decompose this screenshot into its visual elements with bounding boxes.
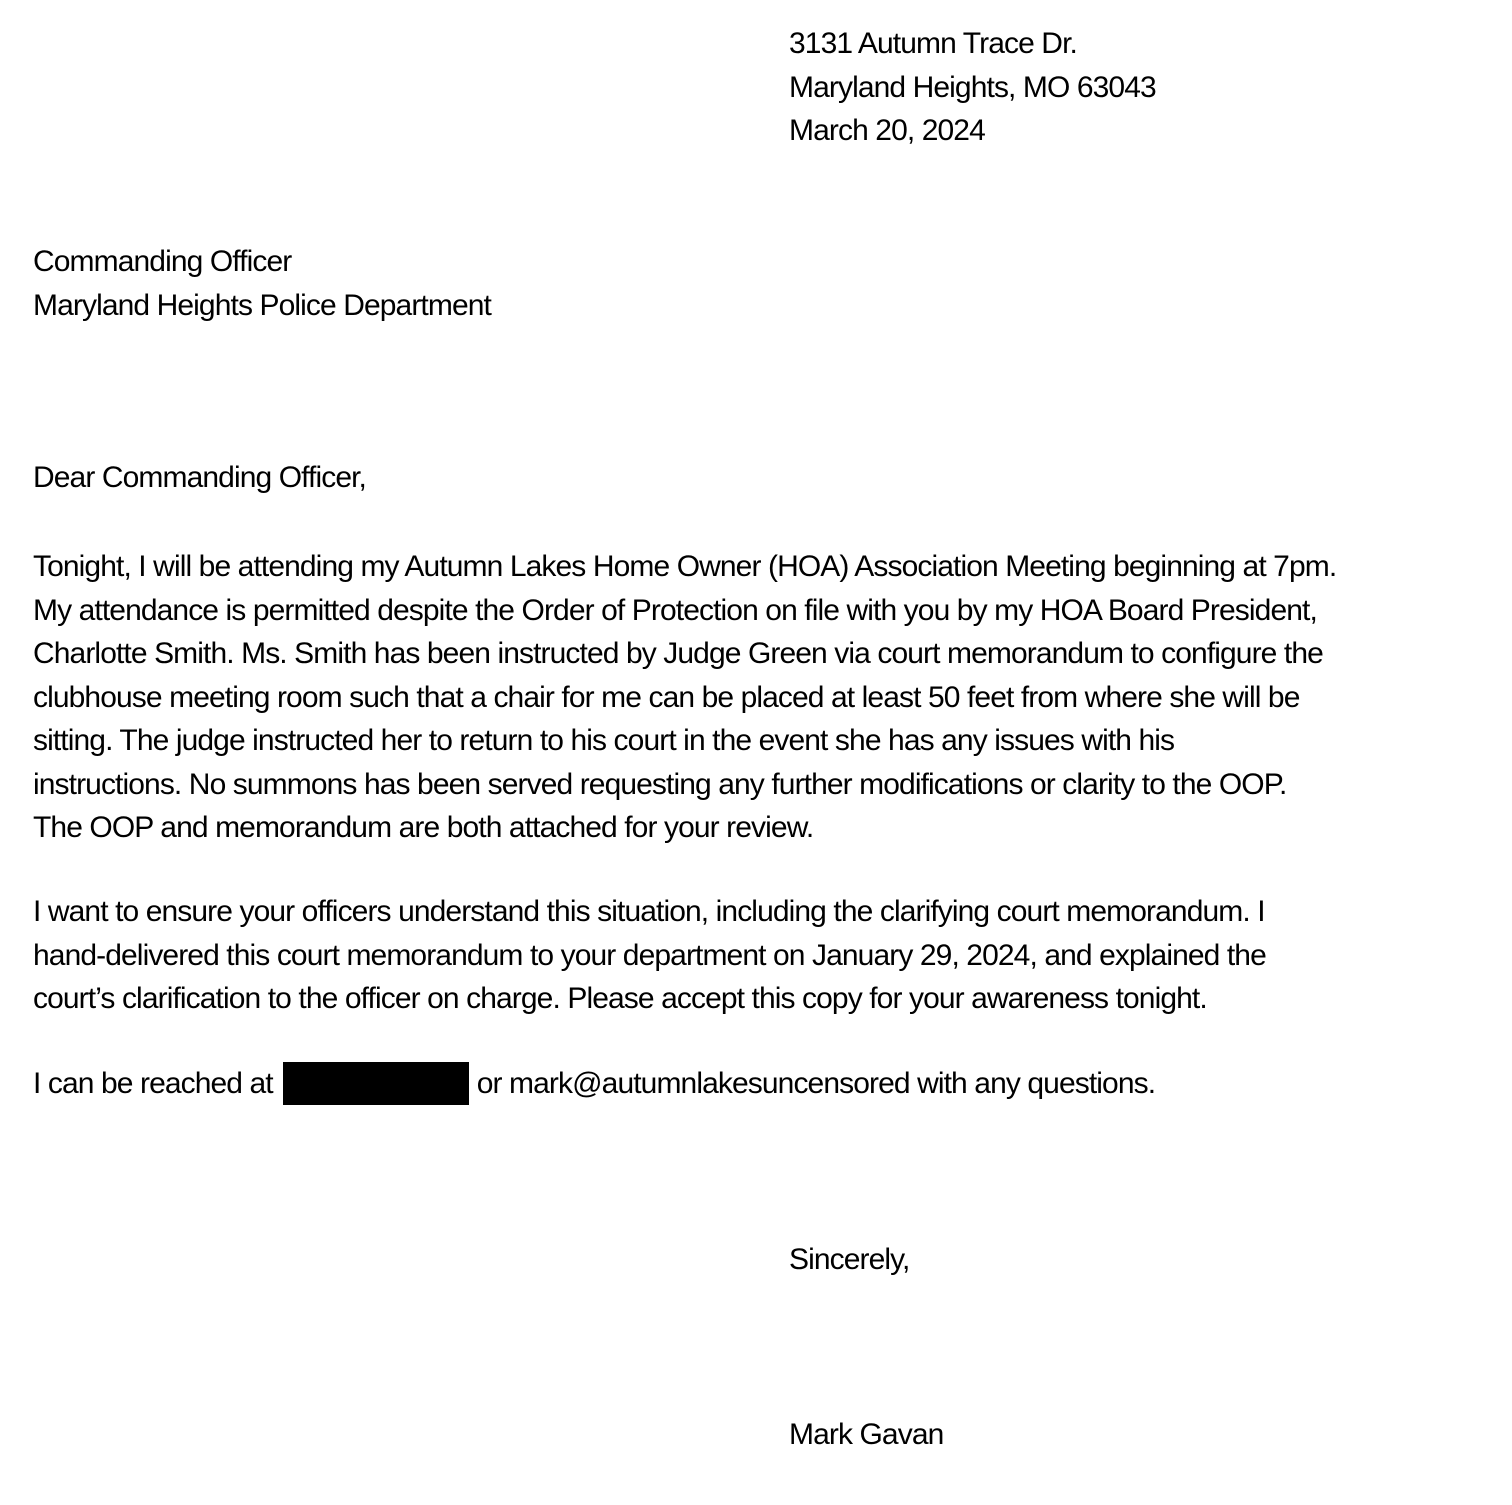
contact-text-before: I can be reached at [33, 1067, 273, 1100]
recipient-department-line: Maryland Heights Police Department [33, 288, 491, 322]
recipient-title-line: Commanding Officer [33, 245, 292, 278]
sender-address-block [789, 22, 1156, 153]
paragraph-line: clubhouse meeting room such that a chair for me can be placed at least 50 feet from where she will be [33, 680, 1300, 714]
body-paragraph-1 [33, 545, 1336, 850]
paragraph-line: Tonight, I will be attending my Autumn Lakes Home Owner (HOA) Association Meeting beginning at 7pm. [33, 550, 1337, 583]
sender-street-line: 3131 Autumn Trace Dr. [789, 27, 1077, 60]
paragraph-line: My attendance is permitted despite the Order of Protection on file with you by my HOA Board President, [33, 593, 1317, 627]
letter-date: March 20, 2024 [789, 114, 985, 147]
paragraph-line: I want to ensure your officers understand this situation, including the clarifying court memorandum. I [33, 895, 1265, 928]
contact-text-after: or mark@autumnlakesuncensored with any questions. [476, 1067, 1156, 1100]
closing-line: Sincerely, [789, 1243, 910, 1276]
paragraph-line: instructions. No summons has been served requesting any further modifications or clarity to the OOP. [33, 767, 1287, 801]
salutation [33, 456, 366, 500]
paragraph-line: court’s clarification to the officer on charge. Please accept this copy for your awareness tonight. [33, 982, 1207, 1015]
redacted-phone-box [283, 1062, 469, 1105]
closing [789, 1238, 910, 1282]
salutation-line: Dear Commanding Officer, [33, 461, 366, 494]
paragraph-line: sitting. The judge instructed her to return to his court in the event she has any issues with his [33, 724, 1175, 757]
body-paragraph-2 [33, 890, 1266, 1021]
contact-line [33, 1062, 1155, 1107]
signature [789, 1413, 943, 1457]
sender-city-line: Maryland Heights, MO 63043 [789, 70, 1156, 104]
signature-name: Mark Gavan [789, 1418, 944, 1451]
paragraph-line: Charlotte Smith. Ms. Smith has been instructed by Judge Green via court memorandum to configure the [33, 637, 1323, 670]
paragraph-line: The OOP and memorandum are both attached for your review. [33, 811, 814, 844]
recipient-block [33, 240, 491, 327]
paragraph-line: hand-delivered this court memorandum to your department on January 29, 2024, and explained the [33, 938, 1266, 972]
